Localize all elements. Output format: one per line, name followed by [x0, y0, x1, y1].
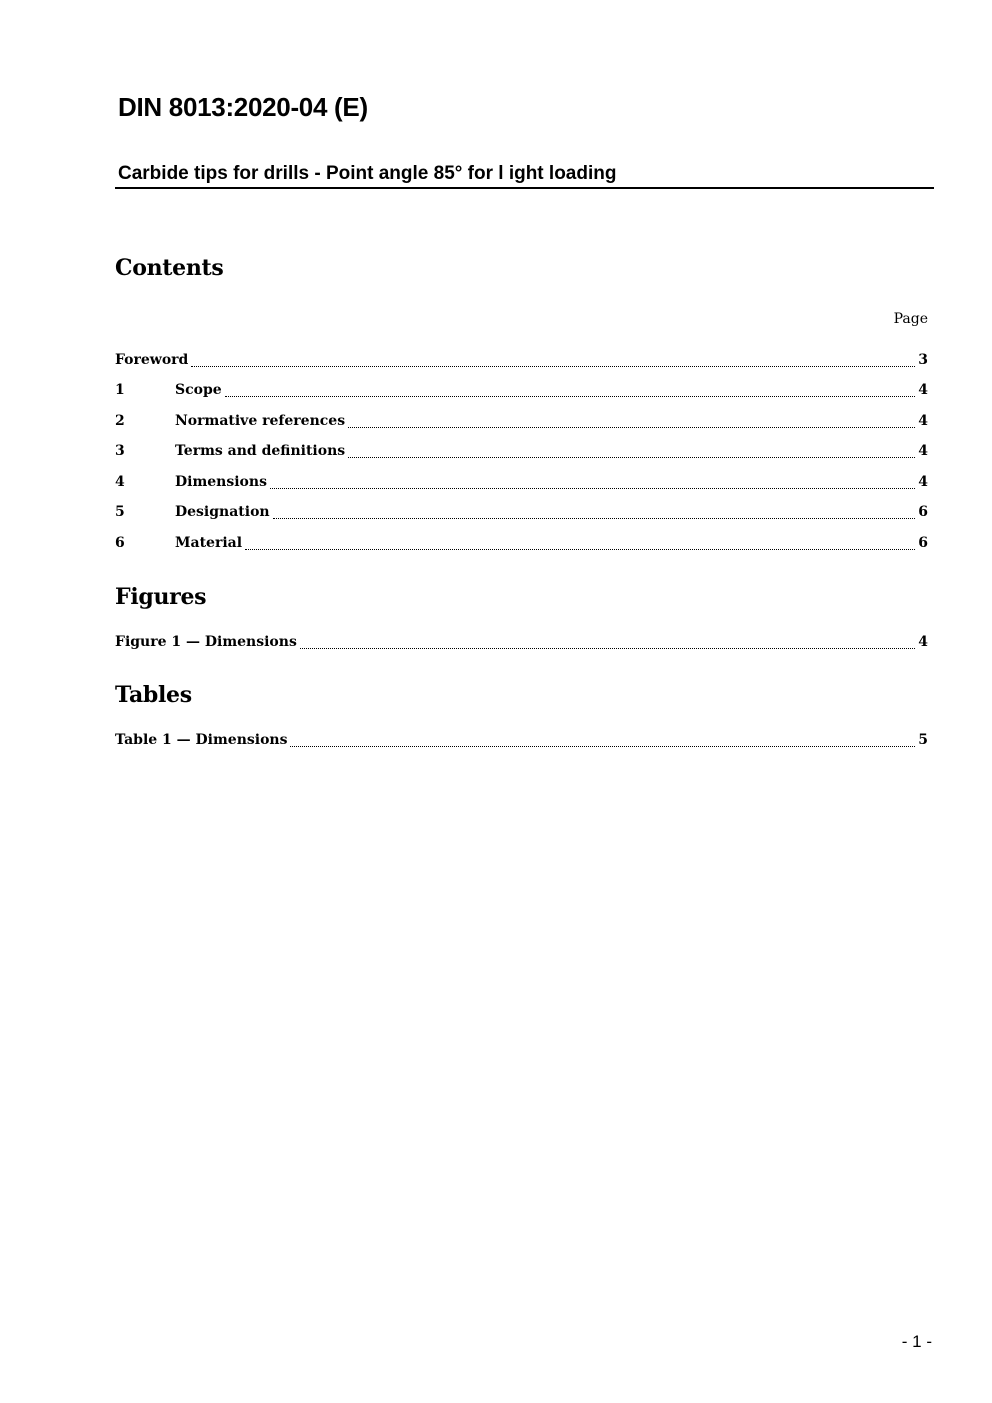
page-column-label: Page	[893, 311, 928, 327]
figure-entry-title: Figure 1 — Dimensions	[115, 634, 297, 650]
toc-entry-scope[interactable]	[115, 382, 928, 402]
toc-entry-number: 6	[115, 535, 125, 551]
toc-entry-title: Terms and definitions	[175, 443, 346, 459]
toc-entry-designation[interactable]	[115, 504, 928, 524]
figure-entry-dimensions[interactable]	[115, 634, 928, 654]
contents-heading: Contents	[115, 255, 224, 281]
toc-entry-page: 3	[918, 352, 928, 368]
toc-entry-title: Scope	[175, 382, 222, 398]
toc-entry-foreword[interactable]	[115, 352, 928, 372]
toc-entry-number: 3	[115, 443, 125, 459]
toc-entry-page: 4	[918, 413, 928, 429]
toc-entry-title: Dimensions	[175, 474, 267, 490]
toc-leader-dots	[191, 365, 915, 367]
toc-leader-dots	[348, 456, 915, 458]
toc-entry-title: Normative references	[175, 413, 346, 429]
toc-leader-dots	[225, 395, 916, 397]
toc-entry-page: 6	[918, 504, 928, 520]
toc-entry-page: 6	[918, 535, 928, 551]
table-entry-dimensions[interactable]	[115, 732, 928, 752]
document-id: DIN 8013:2020-04 (E)	[118, 92, 368, 122]
figures-heading: Figures	[115, 584, 207, 610]
table-entry-title: Table 1 — Dimensions	[115, 732, 288, 748]
toc-entry-title: Designation	[175, 504, 270, 520]
table-entry-page: 5	[918, 732, 928, 748]
page-number-footer: - 1 -	[901, 1332, 932, 1351]
tables-heading: Tables	[115, 682, 192, 708]
toc-entry-material[interactable]	[115, 535, 928, 555]
toc-entry-page: 4	[918, 382, 928, 398]
toc-entry-number: 5	[115, 504, 125, 520]
toc-leader-dots	[273, 517, 916, 519]
toc-entry-number: 4	[115, 474, 125, 490]
toc-leader-dots	[290, 745, 915, 747]
toc-entry-title: Material	[175, 535, 243, 551]
toc-entry-terms-and-definitions[interactable]	[115, 443, 928, 463]
document-subtitle-text: Carbide tips for drills - Point angle 85° for l ight loading	[118, 163, 617, 184]
toc-entry-number: 1	[115, 382, 125, 398]
toc-entry-normative-references[interactable]	[115, 413, 928, 433]
toc-leader-dots	[270, 487, 915, 489]
toc-leader-dots	[245, 548, 915, 550]
toc-leader-dots	[348, 426, 915, 428]
toc-entry-number: 2	[115, 413, 125, 429]
toc-entry-dimensions[interactable]	[115, 474, 928, 494]
toc-entry-page: 4	[918, 443, 928, 459]
document-subtitle	[115, 162, 934, 189]
toc-entry-title: Foreword	[115, 352, 189, 368]
toc-leader-dots	[300, 647, 915, 649]
toc-entry-page: 4	[918, 474, 928, 490]
figure-entry-page: 4	[918, 634, 928, 650]
